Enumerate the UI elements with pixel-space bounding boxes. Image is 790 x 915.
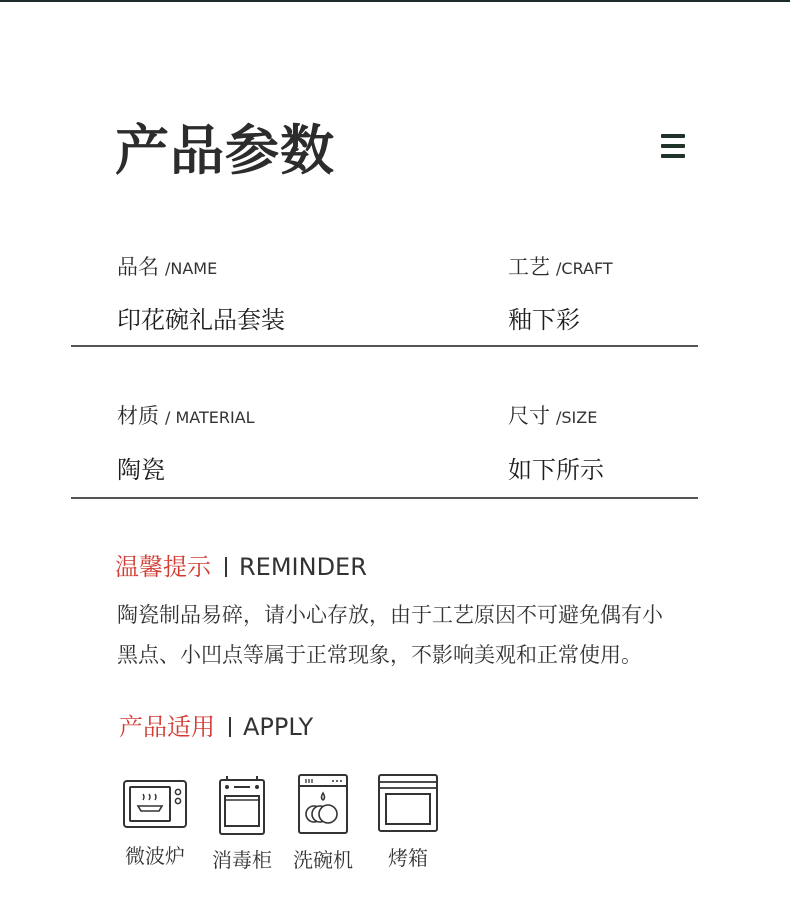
param-label-size-en: /SIZE — [556, 408, 598, 427]
param-value-size: 如下所示 — [508, 456, 604, 484]
sterilizer-cabinet-icon — [215, 772, 269, 836]
apply-title-en: APPLY — [243, 713, 314, 741]
reminder-line: 陶瓷制品易碎，请小心存放，由于工艺原因不可避免偶有小 — [117, 603, 663, 627]
apply-item-dishwasher — [278, 772, 368, 873]
param-label-name-cn: 品名 — [117, 255, 159, 279]
apply-item-sterilizer — [197, 772, 287, 873]
param-label-size-cn: 尺寸 — [508, 404, 550, 428]
apply-item-microwave — [110, 772, 200, 869]
param-label-material-cn: 材质 — [117, 404, 159, 428]
param-label-name-en: /NAME — [165, 259, 218, 278]
param-label-craft-cn: 工艺 — [508, 255, 550, 279]
param-value-material: 陶瓷 — [117, 456, 165, 484]
reminder-title-en: REMINDER — [239, 553, 367, 581]
page-title: 产品参数 — [115, 119, 335, 182]
apply-item-label: 洗碗机 — [293, 848, 353, 872]
apply-item-oven — [363, 772, 453, 871]
oven-icon — [376, 772, 440, 834]
param-value-craft: 釉下彩 — [508, 306, 580, 334]
param-label-craft-en: /CRAFT — [556, 259, 613, 278]
dishwasher-icon — [296, 772, 350, 836]
reminder-text — [117, 595, 707, 675]
heading-separator — [225, 557, 227, 577]
heading-separator — [229, 717, 231, 737]
reminder-heading — [115, 547, 367, 582]
top-border — [0, 0, 790, 2]
param-value-name: 印花碗礼品套装 — [117, 306, 285, 334]
apply-item-label: 微波炉 — [125, 844, 185, 868]
divider — [71, 497, 698, 499]
hamburger-menu-icon[interactable] — [661, 133, 687, 159]
apply-title-cn: 产品适用 — [119, 713, 215, 741]
apply-heading — [119, 707, 313, 742]
param-label-material-en: / MATERIAL — [165, 408, 255, 427]
apply-item-label: 消毒柜 — [212, 848, 272, 872]
divider — [71, 345, 698, 347]
reminder-line: 黑点、小凹点等属于正常现象，不影响美观和正常使用。 — [117, 643, 642, 667]
param-label-craft — [508, 251, 613, 281]
param-label-name — [117, 251, 217, 281]
param-label-material — [117, 400, 255, 430]
param-label-size — [508, 400, 597, 430]
microwave-icon — [121, 772, 189, 832]
apply-item-label: 烤箱 — [388, 846, 428, 870]
reminder-title-cn: 温馨提示 — [115, 553, 211, 581]
